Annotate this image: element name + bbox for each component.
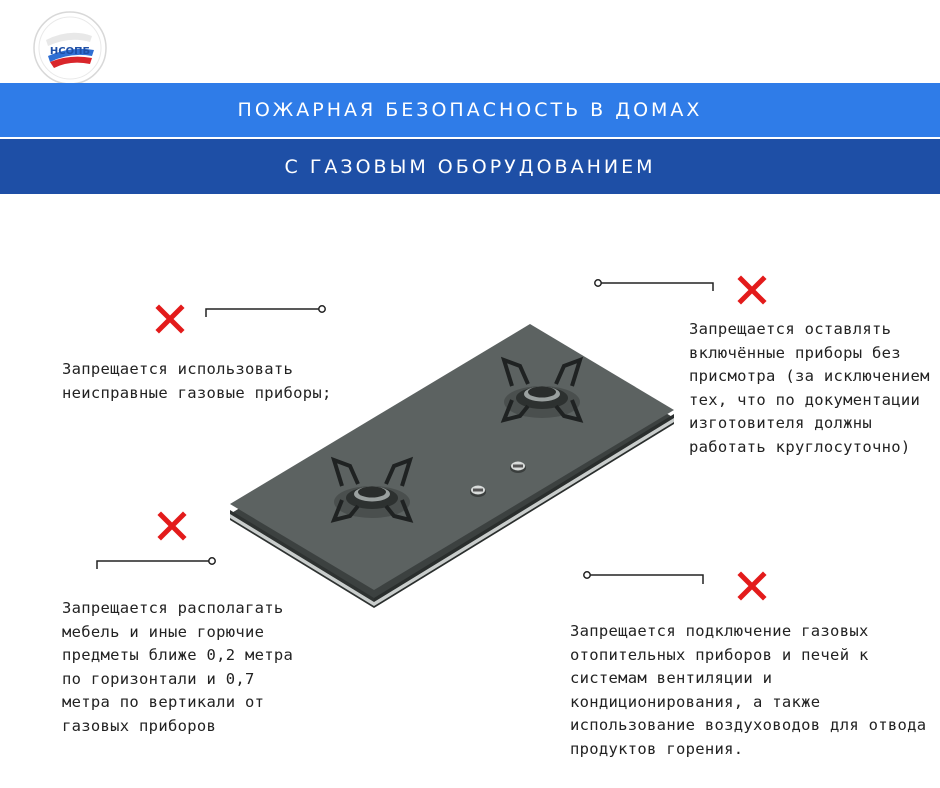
prohibited-cross-icon	[154, 303, 186, 335]
prohibited-cross-icon	[736, 570, 768, 602]
header-title-line1: ПОЖАРНАЯ БЕЗОПАСНОСТЬ В ДОМАХ	[0, 83, 940, 137]
callout-line-3	[97, 558, 215, 569]
prohibited-cross-icon	[156, 510, 188, 542]
rule-text-furniture-distance: Запрещается располагать мебель и иные горючие предметы ближе 0,2 метра по горизонтали и 0,7 метра по вертикали от газовых приборов	[62, 599, 294, 735]
logo-emblem-icon	[32, 10, 108, 86]
rule-text-ventilation-connection: Запрещается подключение газовых отопительных приборов и печей к системам вентиляции и кондиционирования, а также использование воздуховодов для отвода продуктов горения.	[570, 622, 927, 758]
header-title-line2: С ГАЗОВЫМ ОБОРУДОВАНИЕМ	[0, 139, 940, 194]
callout-line-1	[206, 306, 325, 317]
callout-line-2	[595, 280, 713, 291]
logo	[32, 10, 108, 86]
rule-text-unattended-devices: Запрещается оставлять включённые приборы без присмотра (за исключением тех, что по документации изготовителя должны работать круглосуточно)	[689, 320, 930, 456]
logo-text: НСОПБ	[49, 46, 91, 57]
prohibited-cross-icon	[736, 274, 768, 306]
rule-text-faulty-devices: Запрещается использовать неисправные газовые приборы;	[62, 360, 332, 402]
